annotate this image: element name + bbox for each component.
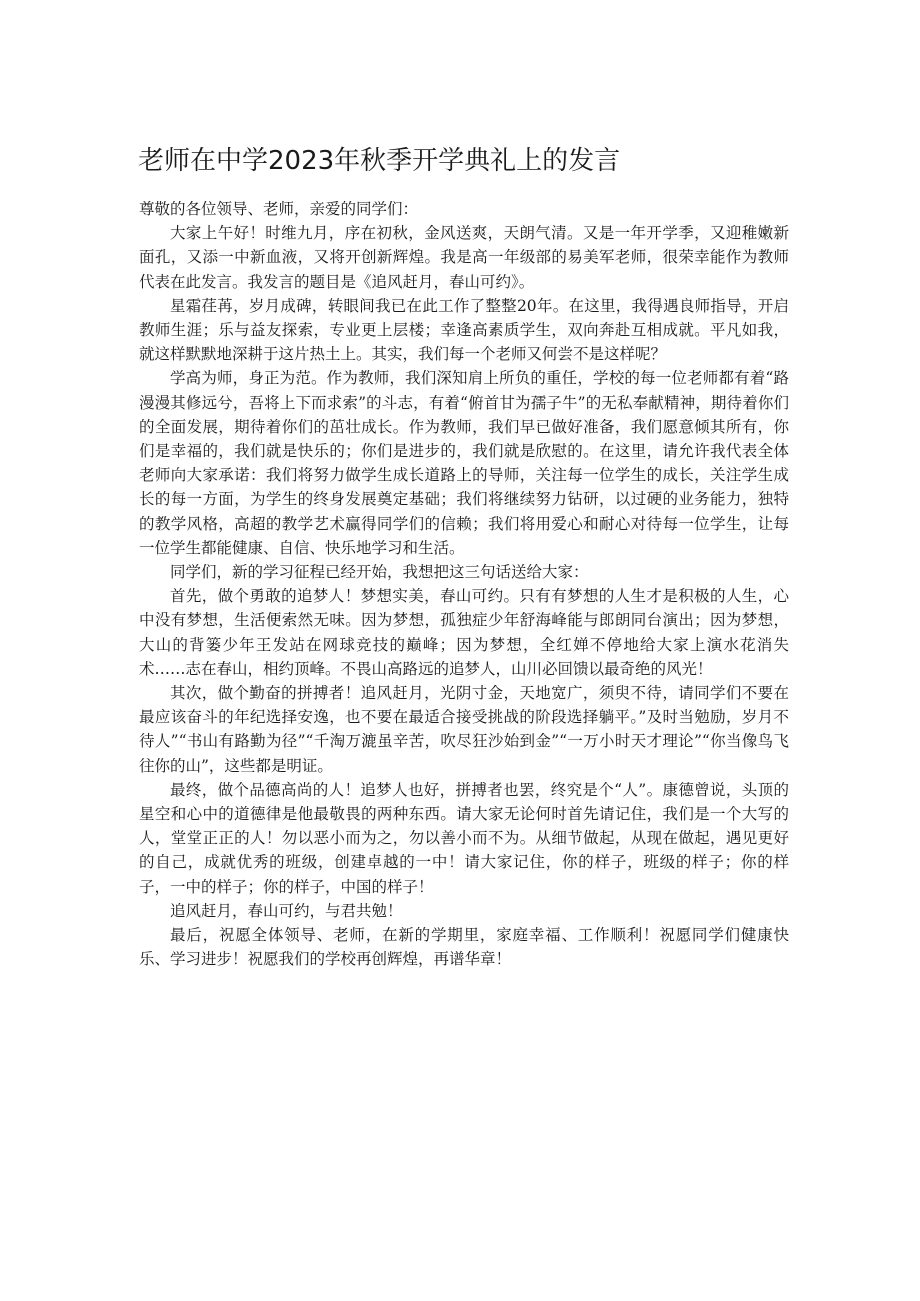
paragraph-opening: 大家上午好！时维九月，序在初秋，金风送爽，天朗气清。又是一年开学季，又迎稚嫩新面孔，又添一中新血液，又将开创新辉煌。我是高一年级部的易美军老师，很荣幸能作为教师代表在此发言。我发言的题目是《追风赶月，春山可约》。 — [139, 224, 789, 291]
salutation: 尊敬的各位领导、老师，亲爱的同学们： — [139, 200, 419, 218]
paragraph-three-sentences-intro: 同学们，新的学习征程已经开始，我想把这三句话送给大家： — [170, 563, 589, 582]
paragraph-twenty-years: 星霜荏苒，岁月成碑，转眼间我已在此工作了整整20年。在这里，我得遇良师指导，开启教师生涯；乐与益友探索，专业更上层楼；幸逢高素质学生，双向奔赴互相成就。平凡如我，就这样默默地深耕于这片热土上。其实，我们每一个老师又何尝不是这样呢？ — [139, 296, 789, 364]
paragraph-teacher-promise: 学高为师，身正为范。作为教师，我们深知肩上所负的重任，学校的每一位老师都有着“路漫漫其修远兮，吾将上下而求索”的斗志，有着“俯首甘为孺子牛”的无私奉献精神，期待着你们的全面发展，期待着你们的茁壮成长。作为教师，我们早已做好准备，我们愿意倾其所有，你们是幸福的，我们就是快乐的；你们是进步的，我们就是欣慰的。在这里，请允许我代表全体老师向大家承诺：我们将努力做学生成长道路上的导师，关注每一位学生的成长，关注学生成长的每一方面，为学生的终身发展奠定基础；我们将继续努力钻研，以过硬的业务能力，独特的教学风格，高超的教学艺术赢得同学们的信赖；我们将用爱心和耐心对待每一位学生，让每一位学生都能健康、自信、快乐地学习和生活。 — [139, 369, 789, 557]
paragraph-closing-wishes: 最后，祝愿全体领导、老师，在新的学期里，家庭幸福、工作顺利！祝愿同学们健康快乐、学习进步！祝愿我们的学校再创辉煌，再谱华章！ — [139, 926, 789, 969]
document-title: 老师在中学2023年秋季开学典礼上的发言 — [138, 146, 621, 176]
document-body — [139, 197, 789, 972]
paragraph-second-striver: 其次，做个勤奋的拼搏者！追风赶月，光阴寸金，天地宽广，须臾不待，请同学们不要在最应该奋斗的年纪选择安逸，也不要在最适合接受挑战的阶段选择躺平。”及时当勉励，岁月不待人”“书山有路勤为径”“千淘万漉虽辛苦，吹尽狂沙始到金”“一万小时天才理论”“你当像鸟飞往你的山”，这些都是明证。 — [139, 684, 789, 775]
paragraph-third-virtue: 最终，做个品德高尚的人！追梦人也好，拼搏者也罢，终究是个“人”。康德曾说，头顶的星空和心中的道德律是他最敬畏的两种东西。请大家无论何时首先请记住，我们是一个大写的人，堂堂正正的人！勿以恶小而为之，勿以善小而不为。从细节做起，从现在做起，遇见更好的自己，成就优秀的班级，创建卓越的一中！请大家记住，你的样子，班级的样子；你的样子，一中的样子；你的样子，中国的样子！ — [139, 780, 789, 896]
paragraph-motto: 追风赶月，春山可约，与君共勉！ — [170, 901, 403, 920]
paragraph-first-dreamer: 首先，做个勇敢的追梦人！梦想实美，春山可约。只有有梦想的人生才是积极的人生，心中没有梦想，生活便索然无味。因为梦想，孤独症少年舒海峰能与郎朗同台演出；因为梦想，大山的背篓少年王发站在网球竞技的巅峰；因为梦想，全红婵不停地给大家上演水花消失术……志在春山，相约顶峰。不畏山高路远的追梦人，山川必回馈以最奇绝的风光！ — [139, 587, 789, 678]
